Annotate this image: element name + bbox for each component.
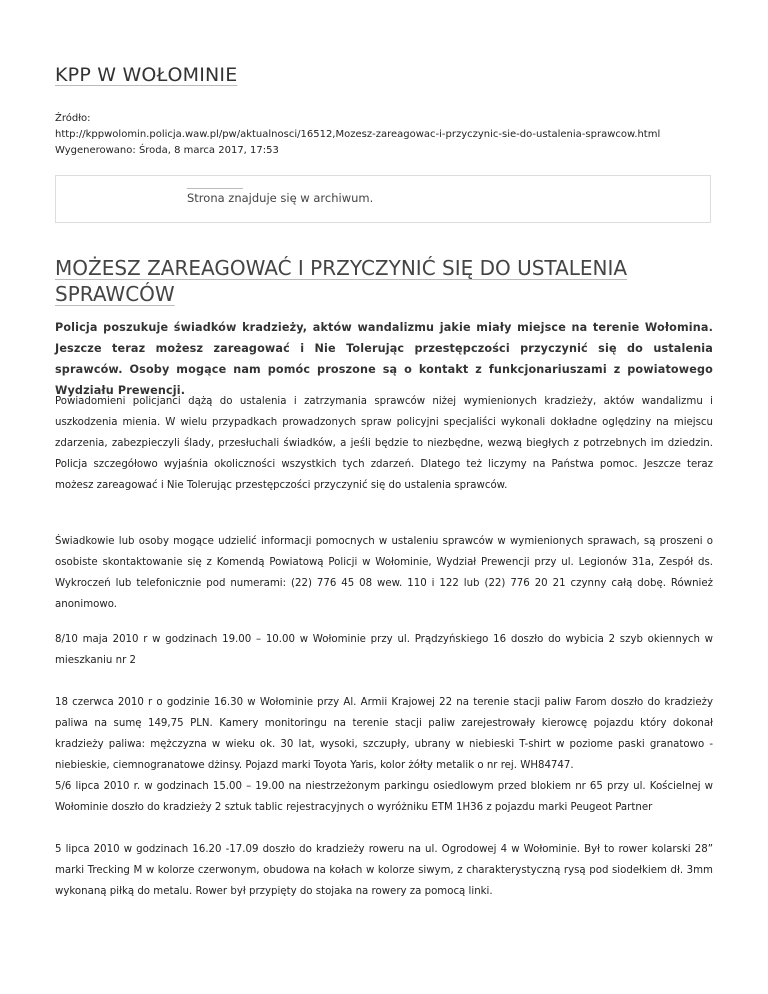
article-paragraph: Świadkowie lub osoby mogące udzielić informacji pomocnych w ustaleniu sprawców w wymienionych sprawach, są proszeni o osobiste skontaktowanie się z Komendą Powiatową Policji w Wołominie, Wydział Prewencji przy ul. Legionów 31a, Zespół ds. Wykroczeń lub telefonicznie pod numerami: (22) 776 45 08 wew. 110 i 122 lub (22) 776 20 21 czynny całą dobę. Również anonimowo. (55, 536, 713, 610)
generated-date: Wygenerowano: Środa, 8 marca 2017, 17:53 (55, 145, 279, 156)
site-title[interactable]: KPP W WOŁOMINIE (55, 64, 238, 86)
source-url: http://kppwolomin.policja.waw.pl/pw/aktualnosci/16512,Mozesz-zareagowac-i-przyczynic-sie-do-ustalenia-sprawcow.html (55, 129, 661, 140)
article-paragraph: 8/10 maja 2010 r w godzinach 19.00 – 10.00 w Wołominie przy ul. Prądzyńskiego 16 doszło do wybicia 2 szyb okiennych w mieszkaniu nr 2 (55, 634, 713, 666)
source-meta (55, 111, 660, 159)
article-paragraph: 5 lipca 2010 w godzinach 16.20 -17.09 doszło do kradzieży roweru na ul. Ogrodowej 4 w Wołominie. Był to rower kolarski 28” marki Trecking M w kolorze czerwonym, obudowa na kołach w kolorze siwym, z charakterystyczną rysą pod siodełkiem dł. 3mm wykonaną piłką do metalu. Rower był przypięty do stojaka na rowery za pomocą linki. (55, 844, 713, 897)
article-paragraph: 18 czerwca 2010 r o godzinie 16.30 w Wołominie przy Al. Armii Krajowej 22 na terenie stacji paliw Farom doszło do kradzieży paliwa na sumę 149,75 PLN. Kamery monitoringu na terenie stacji paliw zarejestrowały kierowcę pojazdu który dokonał kradzieży paliwa: mężczyzna w wieku ok. 30 lat, wysoki, szczupły, ubrany w niebieski T-shirt w poziome paski granatowo - niebieskie, ciemnogranatowe dżinsy. Pojazd marki Toyota Yaris, kolor żółty metalik o nr rej. WH84747. (55, 697, 713, 771)
archive-divider (187, 188, 243, 189)
article-lead: Policja poszukuje świadków kradzieży, aktów wandalizmu jakie miały miejsce na terenie Wołomina. Jeszcze teraz możesz zareagować i Nie Tolerując przestępczości przyczynić się do ustalenia sprawców. Osoby mogące nam pomóc proszone są o kontakt z funkcjonariuszami z powiatowego Wydziału Prewencji. (55, 321, 713, 397)
source-label: Źródło: (55, 113, 91, 124)
archive-notice-box (55, 175, 711, 223)
article-paragraph: 5/6 lipca 2010 r. w godzinach 15.00 – 19.00 na niestrzeżonym parkingu osiedlowym przed blokiem nr 65 przy ul. Kościelnej w Wołominie doszło do kradzieży 2 sztuk tablic rejestracyjnych o wyróżniku ETM 1H36 z pojazdu marki Peugeot Partner (55, 781, 713, 813)
article-title[interactable]: MOŻESZ ZAREAGOWAĆ I PRZYCZYNIĆ SIĘ DO USTALENIA SPRAWCÓW (55, 256, 628, 306)
archive-notice-text: Strona znajduje się w archiwum. (187, 191, 374, 205)
article-paragraph: Powiadomieni policjanci dążą do ustalenia i zatrzymania sprawców niżej wymienionych kradzieży, aktów wandalizmu i uszkodzenia mienia. W wielu przypadkach prowadzonych spraw policyjni specjaliści wykonali dokładne oględziny na miejscu zdarzenia, zabezpieczyli ślady, przesłuchali świadków, a jeśli będzie to niezbędne, wezwą biegłych z potrzebnych im dziedzin. Policja szczegółowo wyjaśnia okoliczności wszystkich tych zdarzeń. Dlatego też liczymy na Państwa pomoc. Jeszcze teraz możesz zareagować i Nie Tolerując przestępczości przyczynić się do ustalenia sprawców. (55, 396, 713, 491)
